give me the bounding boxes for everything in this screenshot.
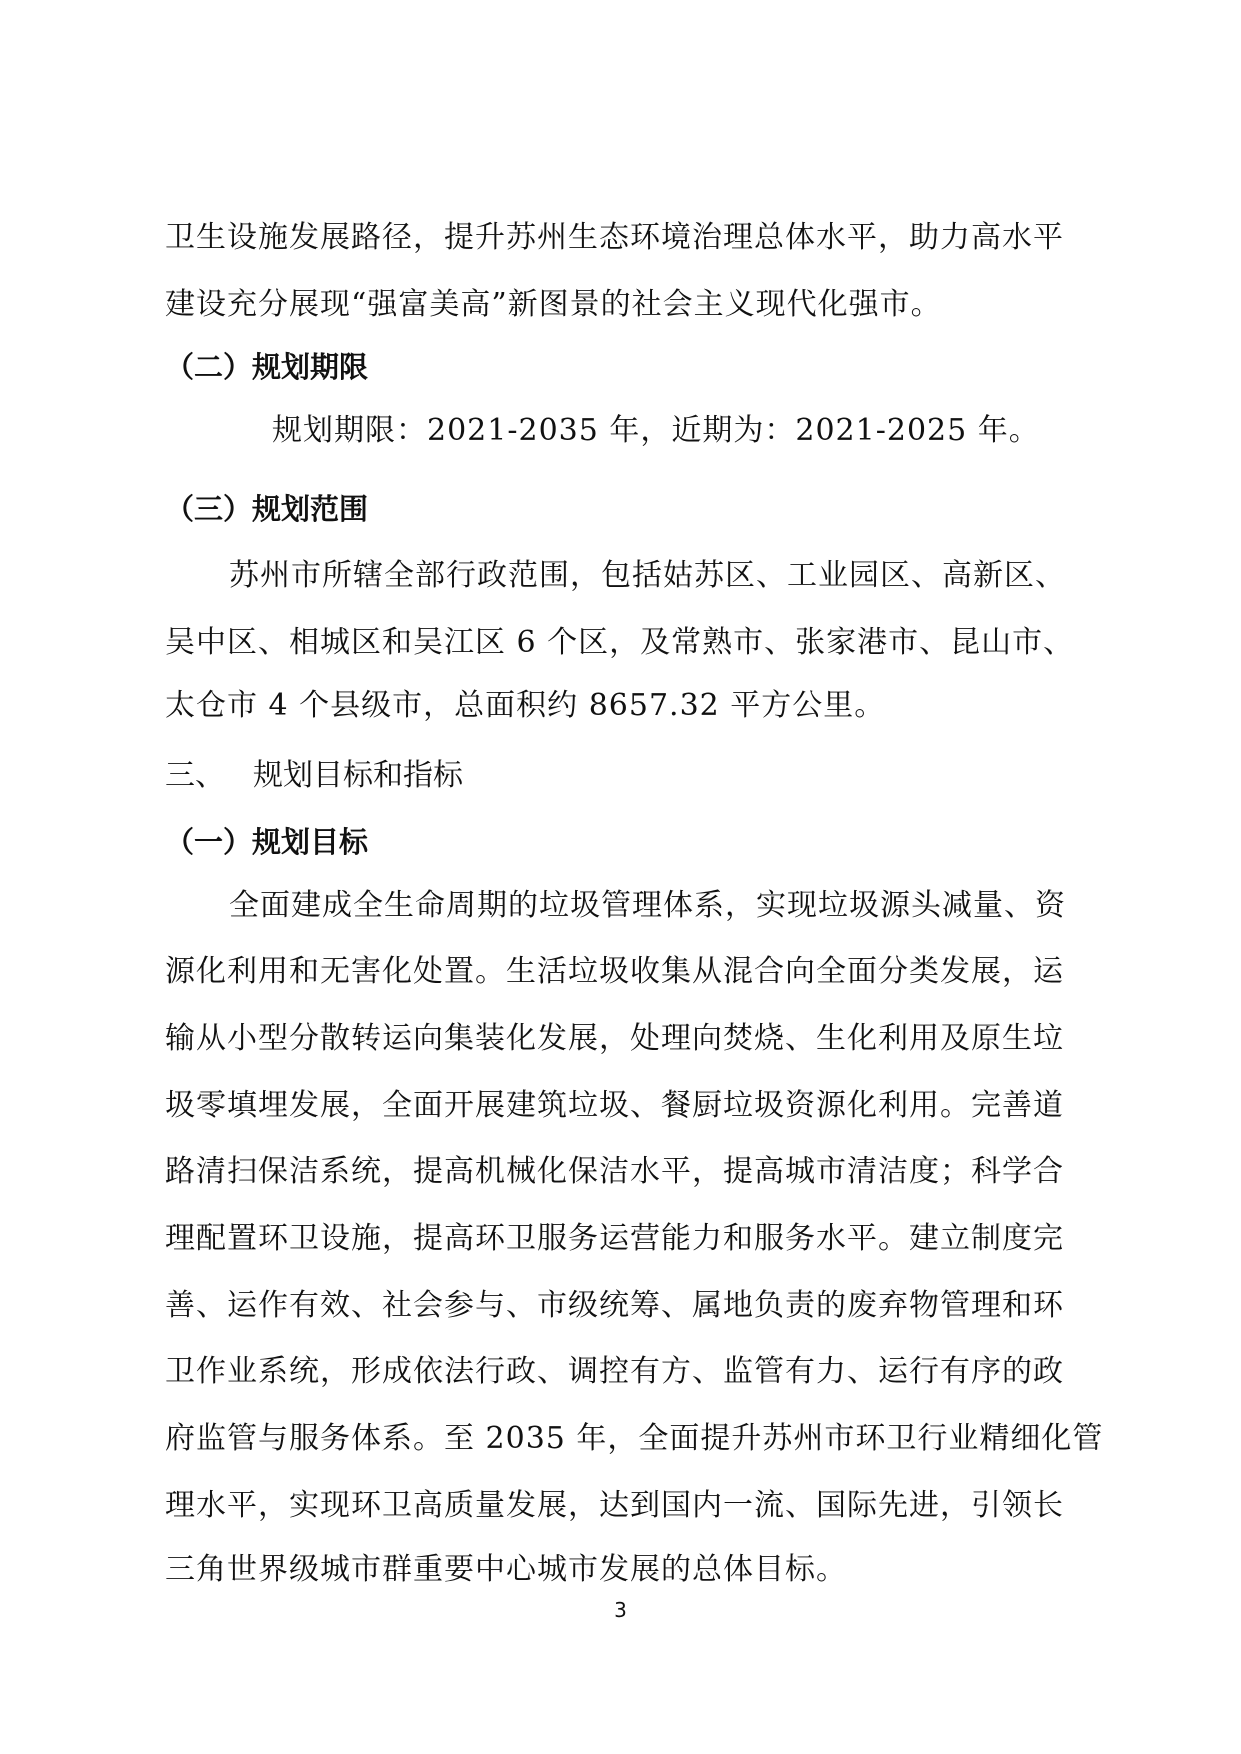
goals-line-7: 善、运作有效、社会参与、市级统筹、属地负责的废弃物管理和环 [165, 1288, 1064, 1323]
goals-line-10: 理水平，实现环卫高质量发展，达到国内一流、国际先进，引领长 [165, 1488, 1064, 1523]
scope-heading: （三）规划范围 [165, 492, 369, 526]
intro-line-1: 卫生设施发展路径，提升苏州生态环境治理总体水平，助力高水平 [165, 220, 1064, 255]
scope-line-1: 苏州市所辖全部行政范围，包括姑苏区、工业园区、高新区、 [229, 558, 1066, 593]
scope-line-3: 太仓市 4 个县级市，总面积约 8657.32 平方公里。 [165, 688, 886, 723]
period-text: 规划期限：2021-2035 年，近期为：2021-2025 年。 [272, 413, 1040, 448]
section3-title: 规划目标和指标 [253, 758, 463, 793]
goals-line-4: 圾零填埋发展，全面开展建筑垃圾、餐厨垃圾资源化利用。完善道 [165, 1088, 1064, 1123]
period-heading: （二）规划期限 [165, 350, 369, 384]
page-number: 3 [614, 1598, 627, 1622]
goals-line-11: 三角世界级城市群重要中心城市发展的总体目标。 [165, 1552, 847, 1587]
goals-line-2: 源化利用和无害化处置。生活垃圾收集从混合向全面分类发展，运 [165, 954, 1064, 989]
goals-line-3: 输从小型分散转运向集装化发展，处理向焚烧、生化利用及原生垃 [165, 1021, 1064, 1056]
section3-number: 三、 [165, 758, 225, 793]
intro-line-2: 建设充分展现“强富美高”新图景的社会主义现代化强市。 [165, 287, 942, 322]
goals-line-1: 全面建成全生命周期的垃圾管理体系，实现垃圾源头减量、资 [229, 888, 1066, 923]
scope-line-2: 吴中区、相城区和吴江区 6 个区，及常熟市、张家港市、昆山市、 [165, 625, 1075, 660]
goals-line-5: 路清扫保洁系统，提高机械化保洁水平，提高城市清洁度；科学合 [165, 1154, 1064, 1189]
goals-line-6: 理配置环卫设施，提高环卫服务运营能力和服务水平。建立制度完 [165, 1221, 1064, 1256]
goals-line-8: 卫作业系统，形成依法行政、调控有方、监管有力、运行有序的政 [165, 1354, 1064, 1389]
goals-line-9: 府监管与服务体系。至 2035 年，全面提升苏州市环卫行业精细化管 [165, 1421, 1104, 1456]
goals-heading: （一）规划目标 [165, 825, 369, 859]
section3-heading [165, 756, 463, 796]
